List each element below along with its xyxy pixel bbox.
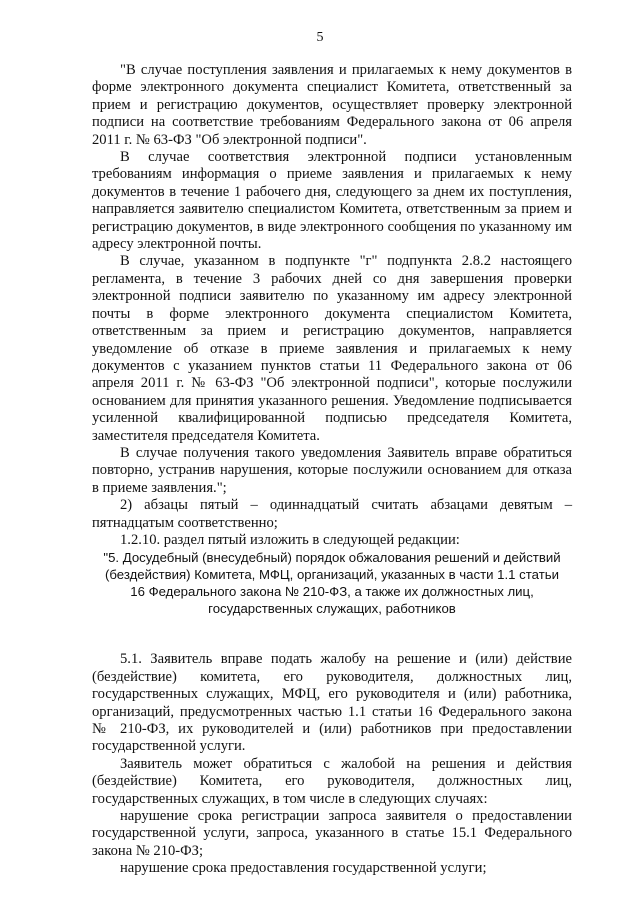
section-spacer [92,617,572,651]
paragraph-complaint-cases: Заявитель может обратиться с жалобой на решения и действия (бездействие) Комитета, его руководителя, должностных лиц, государственных служащих, в том числе в следующих случаях: [92,755,572,807]
paragraph-repeat-application: В случае получения такого уведомления Заявитель вправе обратиться повторно, устранив нарушения, которые послужили основанием для отказа в приеме заявления."; [92,444,572,496]
document-body [92,62,572,878]
paragraph-electronic-signature-check: "В случае поступления заявления и прилагаемых к нему документов в форме электронного документа специалист Комитета, ответственный за прием и регистрацию документов, осуществляет проверку электронной подписи на соответствие требованиям Федерального закона от 06 апреля 2011 г. № 63-ФЗ "Об электронной подписи". [92,62,572,148]
paragraph-signature-valid: В случае соответствия электронной подписи установленным требованиям информация о приеме заявления и прилагаемых к нему документов в течение 1 рабочего дня, следующего за днем их поступления, направляется заявителю специалистом Комитета, ответственным за прием и регистрацию документов, в виде электронного сообщения по указанному им адресу электронной почты. [92,149,572,253]
page-number: 5 [316,30,324,45]
list-item-service-deadline: нарушение срока предоставления государственной услуги; [120,860,487,877]
section-heading: "5. Досудебный (внесудебный) порядок обжалования решений и действий (бездействия) Комитета, МФЦ, организаций, указанных в части 1.1 статьи 16 Федерального закона № 210-ФЗ, а также их должностных лиц, государственных служащих, работников [103,550,561,617]
list-item-registration-deadline: нарушение срока регистрации запроса заявителя о предоставлении государственной услуги, запроса, указанного в статье 15.1 Федерального закона № 210-ФЗ; [92,808,572,859]
paragraph-section-five-intro: 1.2.10. раздел пятый изложить в следующей редакции: [120,531,460,548]
paragraph-5-1: 5.1. Заявитель вправе подать жалобу на решение и (или) действие (бездействие) комитета, его руководителя, должностных лиц, государственных служащих, МФЦ, его руководителя и (или) работника, организаций, предусмотренных частью 1.1 статьи 16 Федерального закона № 210-ФЗ, их руководителей и (или) работников при предоставлении государственной услуги. [92,651,572,755]
paragraph-signature-rejection: В случае, указанном в подпункте "г" подпункта 2.8.2 настоящего регламента, в течение 3 рабочих дней со дня завершения проверки электронной подписи заявителю по указанному им адресу электронной почты в форме электронного документа специалистом Комитета, ответственным за прием и регистрацию документов, направляется уведомление об отказе в приеме заявления и прилагаемых к нему документов с указанием пунктов статьи 11 Федерального закона от 06 апреля 2011 г. № 63-ФЗ "Об электронной подписи", которые послужили основанием для принятия указанного решения. Уведомление подписывается усиленной квалифицированной подписью председателя Комитета, заместителя председателя Комитета. [92,253,572,444]
paragraph-renumbering: 2) абзацы пятый – одиннадцатый считать абзацами девятым – пятнадцатым соответственно; [92,497,572,531]
